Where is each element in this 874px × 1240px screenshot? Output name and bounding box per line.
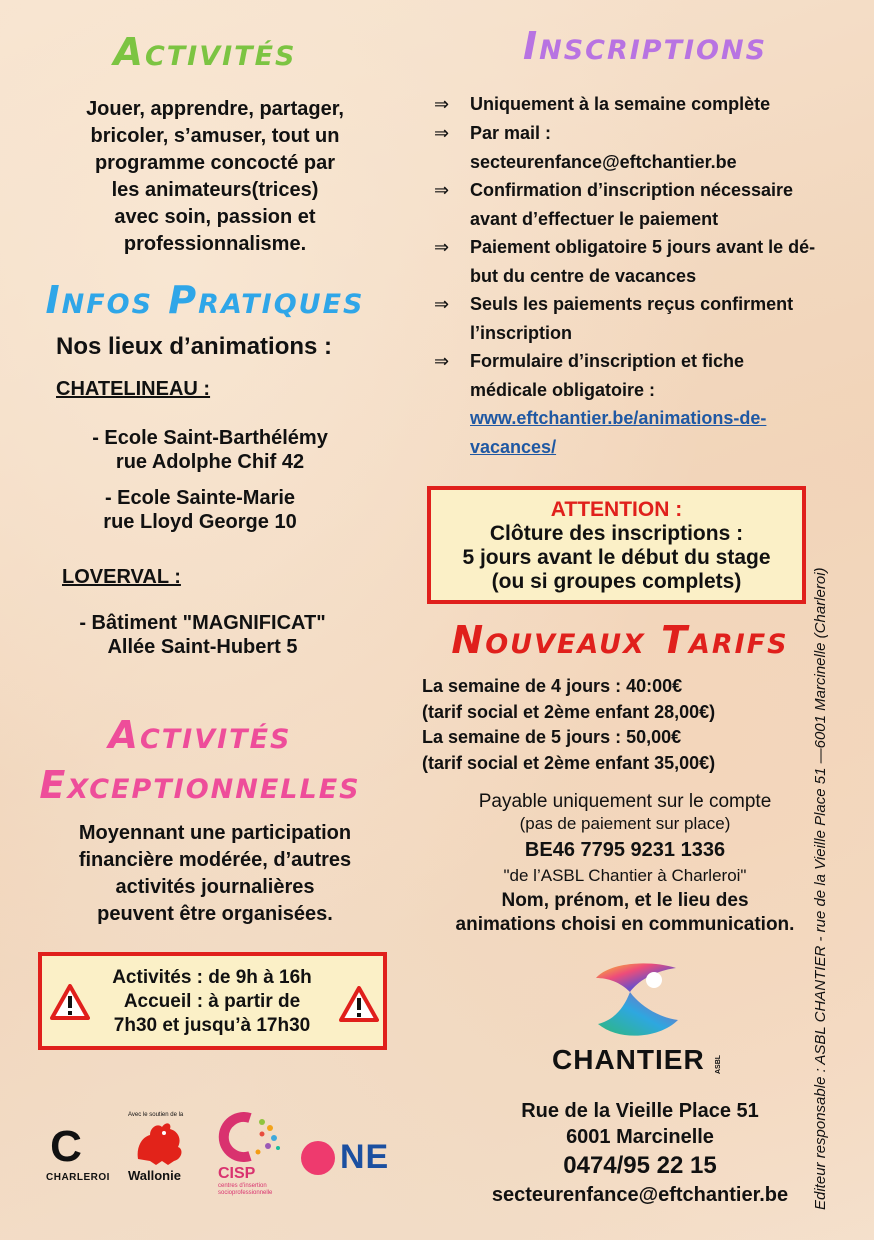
exceptionnelles-title (10, 710, 390, 810)
wallonie-text: Wallonie (128, 1168, 181, 1183)
place-address: rue Adolphe Chif 42 (115, 451, 305, 473)
exceptionnelles-title-line: Exceptionnelles (39, 763, 361, 807)
loverval-label: LOVERVAL : (62, 566, 181, 588)
lieux-heading: Nos lieux d’animations : (56, 333, 333, 360)
cisp-subtext: centres d’insertion socioprofessionnelle (218, 1183, 273, 1196)
arrow-icon: ⇒ (434, 180, 450, 200)
communication-line: animations choisi en communication. (455, 914, 795, 935)
item-text: Formulaire d’inscription et fiche (470, 351, 745, 371)
item-text: Paiement obligatoire 5 jours avant le dé- (470, 237, 816, 257)
item-text: Uniquement à la semaine complète (470, 94, 771, 114)
inscription-item-2 (434, 119, 864, 176)
tarifs-list (422, 674, 715, 776)
exceptionnelles-line: activités journalières (115, 876, 315, 898)
exceptionnelles-line: peuvent être organisées. (97, 903, 333, 925)
cisp-logo (218, 1112, 290, 1197)
horaires-line: 7h30 et jusqu’à 17h30 (113, 1015, 311, 1036)
cisp-text: CISP (218, 1165, 256, 1182)
attention-line: 5 jours avant le début du stage (462, 546, 771, 569)
contact-street: Rue de la Vieille Place 51 (521, 1100, 759, 1122)
item-text: Confirmation d’inscription nécessaire (470, 180, 794, 200)
one-text: NE (340, 1138, 390, 1176)
chantier-name: CHANTIER (552, 1044, 705, 1075)
wallonie-soutien: Avec le soutien de la (128, 1112, 184, 1118)
arrow-icon: ⇒ (434, 94, 450, 114)
wallonie-logo (128, 1112, 192, 1183)
tarifs-title: Nouveaux Tarifs (451, 618, 789, 662)
charleroi-logo-text: CHARLEROI (46, 1172, 110, 1183)
exceptionnelles-text (20, 820, 410, 928)
inscription-item-4 (434, 233, 864, 290)
inscription-item-1 (434, 90, 864, 119)
contact-block (440, 1098, 840, 1208)
tarif-line: La semaine de 4 jours : 40:00€ (422, 676, 683, 696)
paiement-block (420, 790, 830, 936)
horaires-line: Accueil : à partir de (123, 991, 301, 1012)
tarif-line: (tarif social et 2ème enfant 28,00€) (422, 701, 716, 722)
attention-title: ATTENTION : (550, 498, 683, 521)
attention-box (427, 486, 806, 604)
activites-line: Jouer, apprendre, partager, (86, 98, 344, 120)
arrow-icon: ⇒ (434, 123, 450, 143)
chatelineau-place2 (30, 486, 370, 534)
exceptionnelles-line: financière modérée, d’autres (78, 849, 352, 871)
inscription-link[interactable]: vacances/ (470, 436, 557, 457)
charleroi-logo (46, 1122, 110, 1183)
inscription-link[interactable]: www.eftchantier.be/animations-de- (470, 408, 767, 428)
rooster-icon (128, 1119, 188, 1167)
horaires-text (92, 966, 332, 1038)
place-name: - Bâtiment "MAGNIFICAT" (79, 612, 326, 634)
beneficiaire: "de l’ASBL Chantier à Charleroi" (503, 866, 747, 885)
item-text: Seuls les paiements reçus confirment (470, 294, 794, 314)
tarif-line: La semaine de 5 jours : 50,00€ (422, 727, 682, 747)
item-text: l’inscription (470, 322, 573, 343)
activites-line: professionnalisme. (123, 233, 307, 255)
activites-line: les animateurs(trices) (111, 179, 319, 201)
chantier-logo-icon (590, 958, 686, 1042)
paiement-note: (pas de paiement sur place) (519, 814, 731, 833)
chatelineau-label: CHATELINEAU : (56, 378, 211, 400)
chantier-asbl: ASBL (715, 1055, 723, 1075)
arrow-icon: ⇒ (434, 237, 450, 257)
exceptionnelles-line: Moyennant une participation (78, 822, 352, 844)
horaires-box (38, 952, 387, 1050)
attention-line: Clôture des inscriptions : (489, 522, 744, 545)
infos-title: Infos Pratiques (45, 278, 365, 322)
contact-email: secteurenfance@eftchantier.be (491, 1184, 789, 1206)
inscriptions-title: Inscriptions (522, 24, 768, 68)
activites-title: Activités (113, 30, 297, 74)
chantier-logo-text (552, 1044, 742, 1076)
arrow-icon: ⇒ (434, 294, 450, 314)
charleroi-logo-mark: C (50, 1122, 82, 1171)
warning-icon (339, 986, 379, 1022)
place-name: - Ecole Saint-Barthélémy (92, 427, 328, 449)
communication-line: Nom, prénom, et le lieu des (501, 890, 749, 911)
loverval-place1 (30, 611, 375, 659)
contact-phone: 0474/95 22 15 (563, 1152, 717, 1179)
one-logo (300, 1138, 418, 1178)
paiement-line: Payable uniquement sur le compte (478, 791, 772, 812)
item-text: Par mail : (470, 123, 552, 143)
item-text: avant d’effectuer le paiement (470, 208, 719, 229)
cisp-dots-icon (218, 1112, 284, 1162)
activites-line: programme concocté par (94, 152, 336, 174)
one-circle-icon (300, 1140, 336, 1176)
inscription-item-5 (434, 290, 864, 347)
chatelineau-place1 (40, 426, 380, 474)
exceptionnelles-title-line: Activités (108, 713, 292, 757)
attention-line: (ou si groupes complets) (491, 570, 742, 593)
warning-icon (50, 984, 90, 1020)
activites-line: bricoler, s’amuser, tout un (90, 125, 340, 147)
place-address: Allée Saint-Hubert 5 (107, 636, 298, 658)
activites-text (20, 96, 410, 258)
tarif-line: (tarif social et 2ème enfant 35,00€) (422, 752, 716, 773)
place-name: - Ecole Sainte-Marie (104, 487, 296, 509)
item-text: but du centre de vacances (470, 265, 697, 286)
contact-city: 6001 Marcinelle (566, 1126, 714, 1148)
item-text: médicale obligatoire : (470, 379, 656, 400)
horaires-line: Activités : de 9h à 16h (112, 967, 312, 988)
editeur-responsable: Editeur responsable : ASBL CHANTIER - rue de la Vieille Place 51 —6001 Marcinelle (Charleroi) (812, 567, 829, 1210)
item-email: secteurenfance@eftchantier.be (470, 151, 737, 172)
activites-line: avec soin, passion et (114, 206, 316, 228)
arrow-icon: ⇒ (434, 351, 450, 371)
iban: BE46 7795 9231 1336 (524, 839, 726, 861)
place-address: rue Lloyd George 10 (103, 511, 297, 533)
inscription-item-3 (434, 176, 864, 233)
inscription-item-6 (434, 347, 864, 461)
